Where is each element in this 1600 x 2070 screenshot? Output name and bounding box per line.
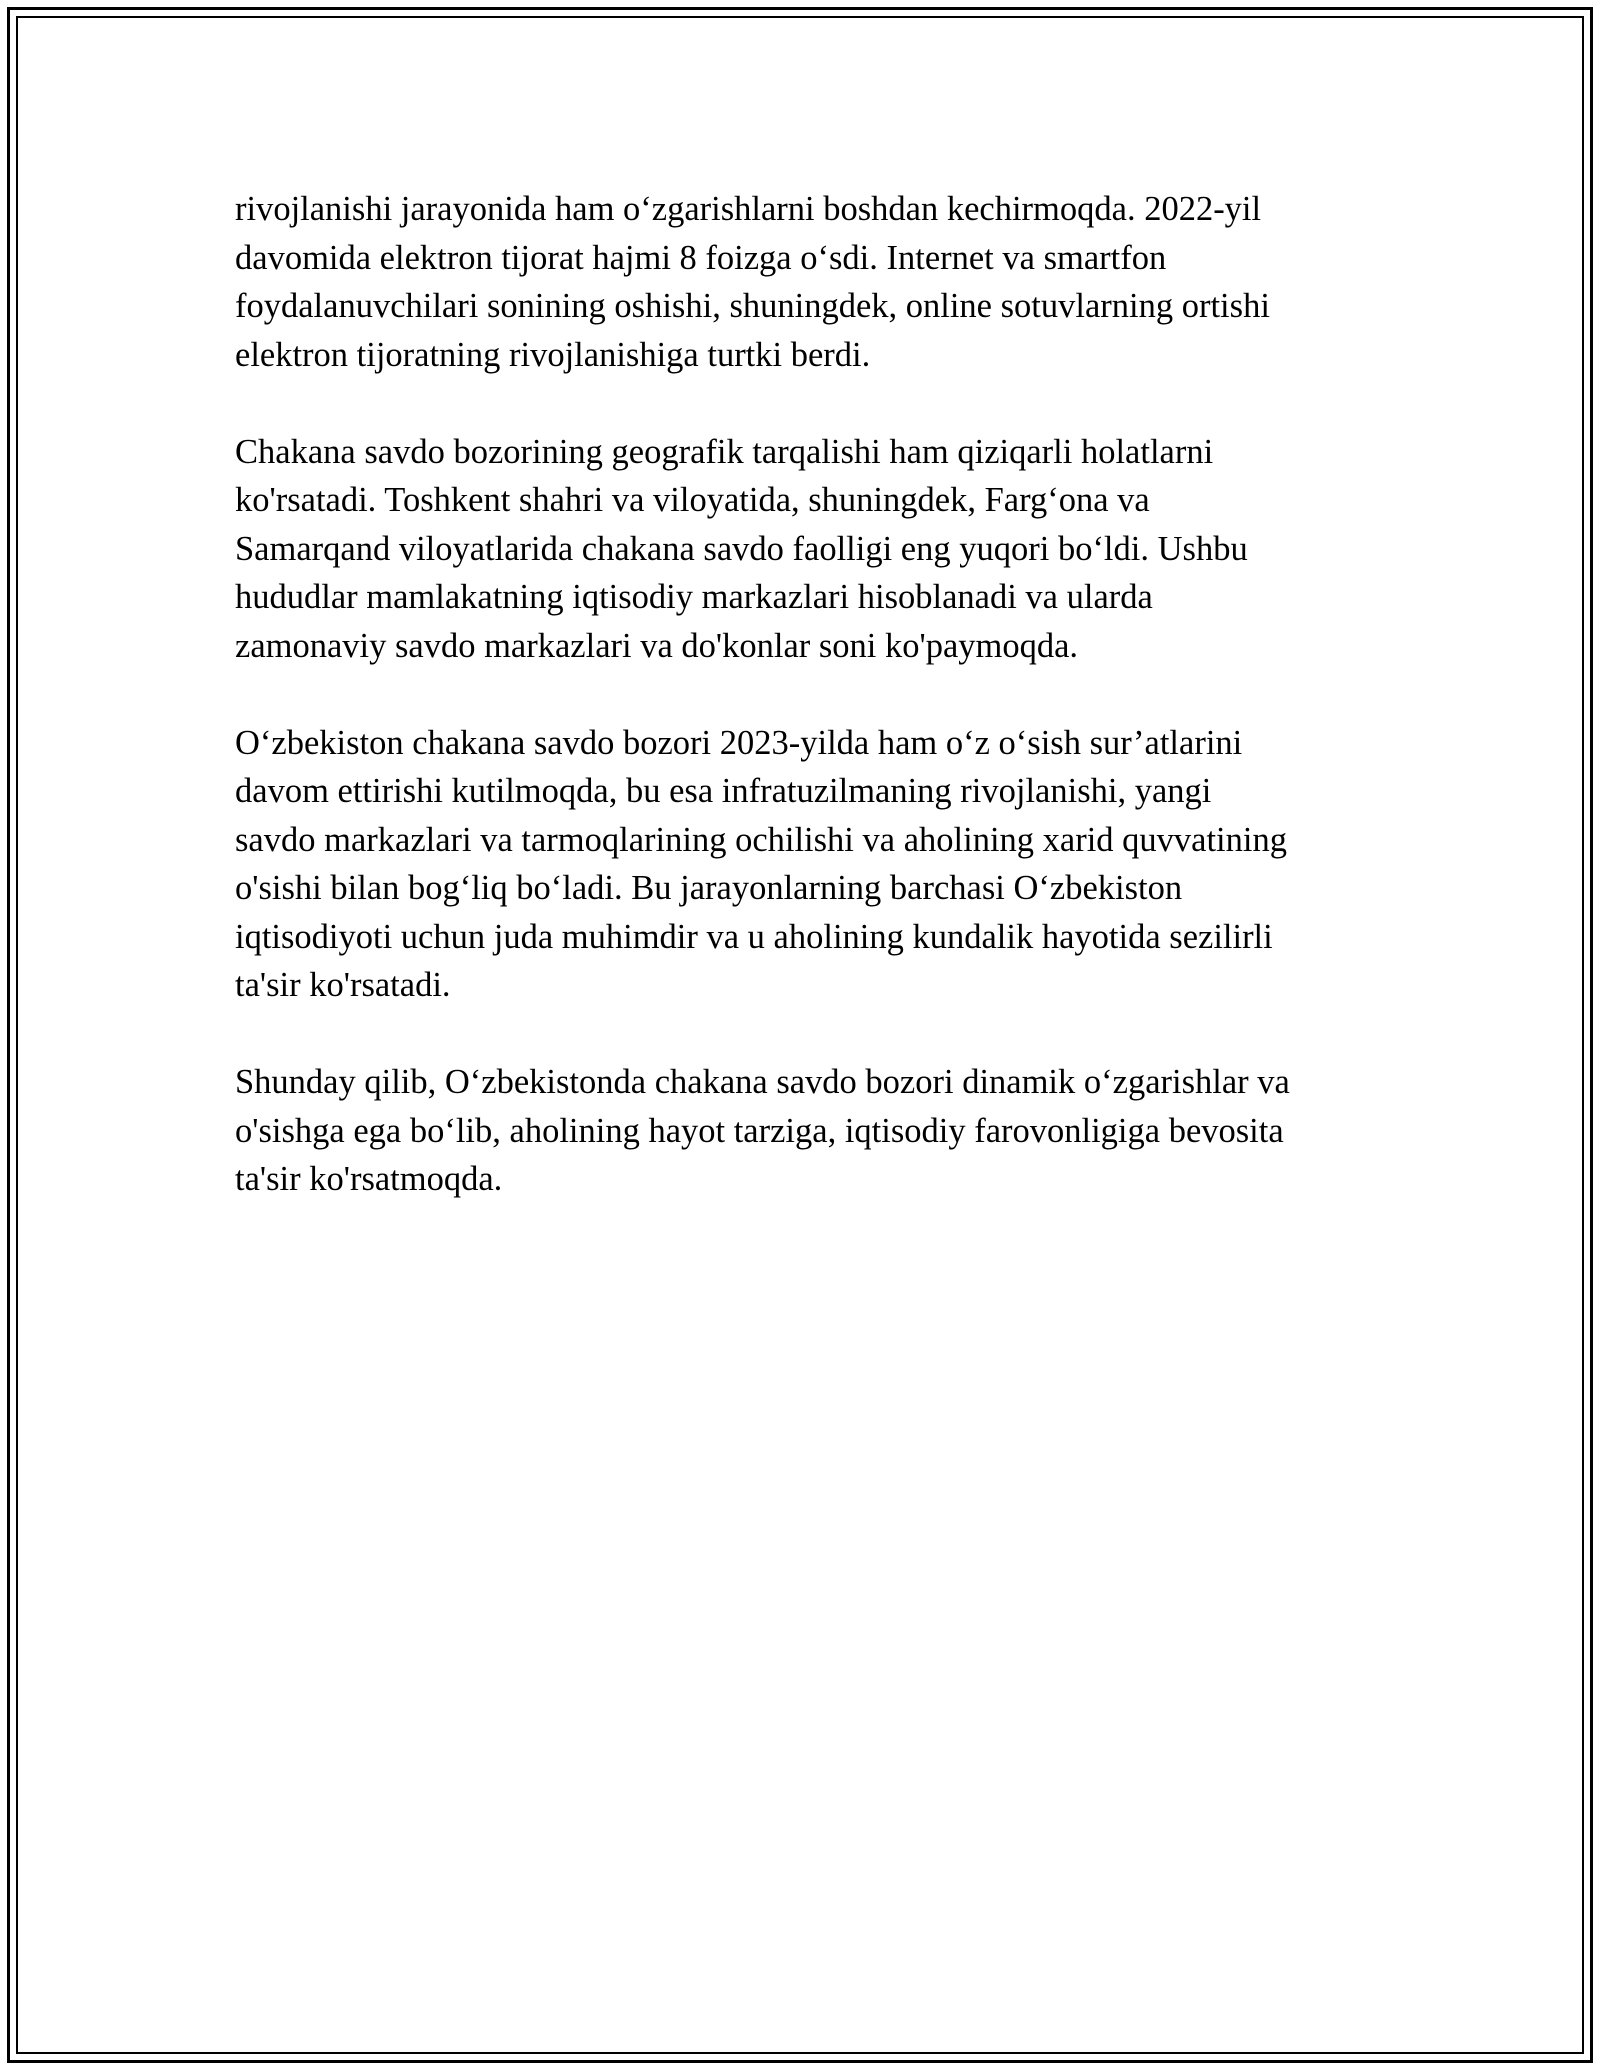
- text-line: rivojlanishi jarayonida ham o‘zgarishlarni boshdan kechirmoqda. 2022-yil: [235, 190, 1262, 228]
- paragraph-ecommerce: [235, 185, 1365, 379]
- text-line: ta'sir ko'rsatadi.: [235, 966, 451, 1004]
- text-line: ta'sir ko'rsatmoqda.: [235, 1160, 503, 1198]
- document-body: [235, 185, 1365, 1252]
- text-line: Shunday qilib, O‘zbekistonda chakana savdo bozori dinamik o‘zgarishlar va: [235, 1063, 1290, 1101]
- text-line: Samarqand viloyatlarida chakana savdo faolligi eng yuqori bo‘ldi. Ushbu: [235, 529, 1248, 568]
- text-line: O‘zbekiston chakana savdo bozori 2023-yilda ham o‘z o‘sish sur’atlarini: [235, 723, 1243, 762]
- text-line: elektron tijoratning rivojlanishiga turtki berdi.: [235, 335, 871, 374]
- text-line: ko'rsatadi. Toshkent shahri va viloyatida, shuningdek, Farg‘ona va: [235, 481, 1150, 519]
- text-line: zamonaviy savdo markazlari va do'konlar soni ko'paymoqda.: [235, 626, 1079, 665]
- text-line: foydalanuvchilari sonining oshishi, shuningdek, online sotuvlarning ortishi: [235, 287, 1270, 325]
- text-line: davom ettirishi kutilmoqda, bu esa infratuzilmaning rivojlanishi, yangi: [235, 772, 1212, 810]
- text-line: savdo markazlari va tarmoqlarining ochilishi va aholining xarid quvvatining: [235, 820, 1287, 859]
- text-line: o'sishga ega bo‘lib, aholining hayot tarziga, iqtisodiy farovonligiga bevosita: [235, 1111, 1284, 1150]
- text-line: davomida elektron tijorat hajmi 8 foizga o‘sdi. Internet va smartfon: [235, 238, 1167, 277]
- paragraph-conclusion: [235, 1058, 1365, 1204]
- paragraph-geography: [235, 428, 1365, 671]
- text-line: iqtisodiyoti uchun juda muhimdir va u aholining kundalik hayotida sezilirli: [235, 917, 1273, 956]
- text-line: o'sishi bilan bog‘liq bo‘ladi. Bu jarayonlarning barchasi O‘zbekiston: [235, 869, 1183, 907]
- paragraph-outlook: [235, 719, 1365, 1010]
- text-line: hududlar mamlakatning iqtisodiy markazlari hisoblanadi va ularda: [235, 578, 1153, 616]
- text-line: Chakana savdo bozorining geografik tarqalishi ham qiziqarli holatlarni: [235, 432, 1214, 471]
